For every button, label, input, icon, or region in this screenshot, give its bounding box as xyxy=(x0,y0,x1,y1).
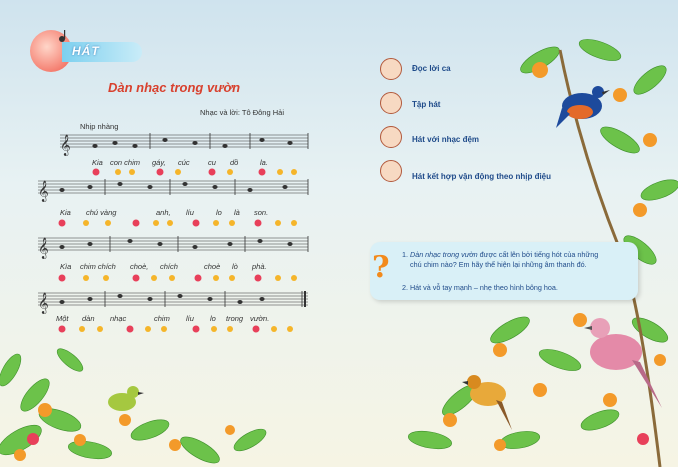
child-listening-icon xyxy=(380,126,402,148)
page-number-left-marker xyxy=(26,432,40,446)
lyric-word: son. xyxy=(254,208,269,217)
lyric-word: chim xyxy=(154,314,170,323)
lyric-word: líu xyxy=(186,208,194,217)
question-1-number: 1. xyxy=(402,250,410,259)
lyric-word: choè xyxy=(204,262,221,271)
lyric-word: anh, xyxy=(156,208,171,217)
lyric-word: lò xyxy=(232,262,238,271)
tempo-marking: Nhịp nhàng xyxy=(80,122,119,131)
question-mark-icon: ? xyxy=(372,250,390,285)
lyric-word: trong xyxy=(226,314,244,323)
blue-bird-illustration xyxy=(556,68,610,136)
child-reading-icon xyxy=(380,58,402,80)
svg-text:𝄞: 𝄞 xyxy=(38,181,49,202)
yellow-bird-illustration xyxy=(462,364,516,434)
lyric-word: Kìa xyxy=(60,262,72,271)
lyric-word: lo xyxy=(216,208,222,217)
lyric-word: lo xyxy=(210,314,216,323)
lyric-word: dồ xyxy=(230,158,239,167)
lyric-word: chú vàng xyxy=(86,208,117,217)
lyric-word: chích xyxy=(160,262,178,271)
question-1-song-name: Dàn nhạc trong vườn xyxy=(410,250,478,259)
question-1-text: được cất lên bởi tiếng hót của những xyxy=(477,250,599,259)
lyric-word: gáy, xyxy=(152,158,166,167)
svg-text:𝄞: 𝄞 xyxy=(60,135,71,156)
lyric-word: choè, xyxy=(130,262,149,271)
svg-text:𝄞: 𝄞 xyxy=(38,238,49,259)
pink-bird-illustration xyxy=(582,312,666,412)
page-number-right-marker xyxy=(636,432,650,446)
activity-sing-with-accompaniment: Hát với nhạc đệm xyxy=(412,135,480,144)
lyric-word: Kia xyxy=(92,158,103,167)
activity-practice-singing: Tập hát xyxy=(412,100,441,109)
lyric-word: là xyxy=(234,208,240,217)
lyric-word: Một xyxy=(56,314,69,323)
composer-credit: Nhạc và lời: Tô Đông Hải xyxy=(200,108,284,117)
song-title: Dàn nhạc trong vườn xyxy=(108,80,241,95)
lyric-word: dàn xyxy=(82,314,95,323)
section-label: HÁT xyxy=(72,44,100,58)
lyric-word: chim chích xyxy=(80,262,116,271)
question-1 xyxy=(402,250,598,270)
activity-read-lyrics: Đọc lời ca xyxy=(412,64,451,73)
lyric-word: phà. xyxy=(252,262,267,271)
question-1-text-line2: chú chim nào? Em hãy thể hiện lại những âm thanh đó. xyxy=(410,260,587,269)
sheet-music xyxy=(0,0,330,467)
lyric-word: vườn. xyxy=(250,314,270,323)
lyric-word: líu xyxy=(186,314,194,323)
lyric-word: la. xyxy=(260,158,268,167)
lyric-word: cúc xyxy=(178,158,190,167)
question-2: 2. Hát và vỗ tay mạnh – nhẹ theo hình bông hoa. xyxy=(402,283,558,292)
child-dancing-icon xyxy=(380,160,402,182)
lyric-word: con chim xyxy=(110,158,141,167)
lyric-word: Kia xyxy=(60,208,71,217)
svg-text:𝄞: 𝄞 xyxy=(38,293,49,314)
activity-sing-with-movement: Hát kết hợp vận động theo nhịp điệu xyxy=(412,172,552,181)
lyric-word: nhạc xyxy=(110,314,127,323)
lyric-word: cu xyxy=(208,158,216,167)
child-singing-icon xyxy=(380,92,402,114)
